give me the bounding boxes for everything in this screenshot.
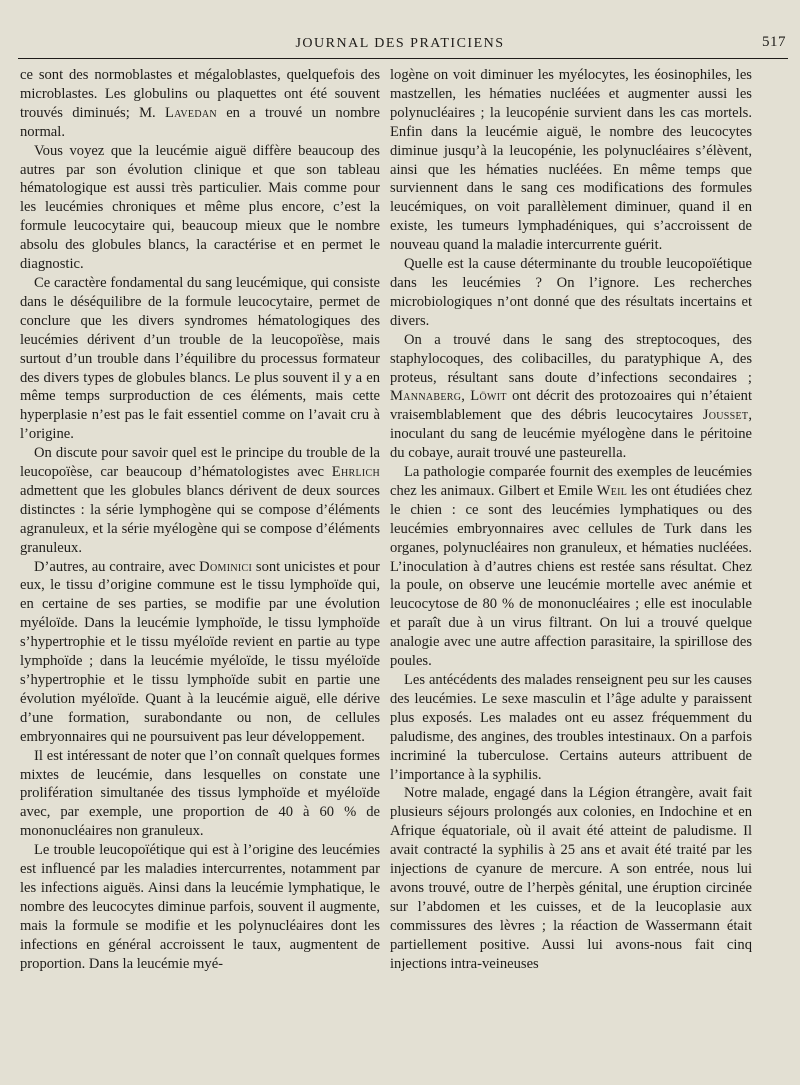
paragraph: ce sont des normoblastes et mégaloblastes, quelquefois des microblastes. Les globulins ou plaquettes ont été souvent trouvés diminués; M. Lavedan en a trouvé un nombre normal. <box>20 67 380 140</box>
paragraph: Vous voyez que la leucémie aiguë diffère beaucoup des autres par son évolution clinique et que son tableau hématologique est aussi très particulier. Mais comme pour les leucémies chroniques et même plus encore, c’est la formule leucocytaire qui, beaucoup mieux que le nombre absolu des globules blancs, la caractérise et en permet le diagnostic. <box>20 142 380 273</box>
author-name: Weil <box>596 482 628 499</box>
paragraph: Le trouble leucopoïétique qui est à l’origine des leucémies est influencé par les maladies intercurrentes, notamment par les infections aiguës. Ainsi dans la leucémie lymphatique, le nombre des leucocytes diminue parfois, souvent il augmente, mais la formule se modifie et les polynucléaires dont les infections en général accroissent le taux, augmentent de proportion. Dans la leucémie myé- <box>20 842 380 972</box>
journal-title: JOURNAL DES PRATICIENS <box>295 36 505 51</box>
paragraph: On a trouvé dans le sang des streptocoques, des staphylocoques, des colibacilles, du paratyphique A, des proteus, résultant sans doute d’infections secondaires ; Mannaberg, Löwit ont décrit des protozoaires qui n’étaient vraisemblablement que des débris leucocytaires Jousset, inoculant du sang de leucémie myélogène dans le péritoine du cobaye, aurait trouvé une pasteurella. <box>390 331 752 462</box>
author-name: Dominici <box>199 558 253 575</box>
paragraph: Ce caractère fondamental du sang leucémique, qui consiste dans le déséquilibre de la formule leucocytaire, permet de conclure que les divers syndromes hématologiques des leucémies dérivent d’un trouble de la leucopoïèse, mais surtout d’un trouble dans l’équilibre du processus formateur des divers types de globules blancs. Le plus souvent il y a en même temps surproduction de ces éléments, mais cette hyperplasie n’est pas le fait essentiel comme on l’avait cru à l’origine. <box>20 274 380 443</box>
left-column <box>20 66 380 974</box>
paragraph: logène on voit diminuer les myélocytes, les éosinophiles, les mastzellen, les hématies nucléées et augmenter aussi les polynucléaires ; la leucopénie survient dans les cas mortels. Enfin dans la leucémie aiguë, le nombre des leucocytes diminue jusqu’à la leucopénie, les polynucléaires s’élèvent, ainsi que les hématies nucléées. En même temps que surviennent dans le sang ces modifications des formules leucémiques, on voit parallèlement diminuer, quand il en existe, les tumeurs lymphadéniques, qui s’accroissent de nouveau quand la maladie intercurrente guérit. <box>390 67 752 254</box>
author-name: Lavedan <box>164 104 217 121</box>
author-name: Mannaberg <box>390 388 462 405</box>
page-number: 517 <box>762 34 786 50</box>
paragraph: Quelle est la cause déterminante du trouble leucopoïétique dans les leucémies ? On l’ignore. Les recherches microbiologiques n’ont donné que des résultats incertains et divers. <box>390 256 752 329</box>
header-rule <box>18 58 788 59</box>
paragraph: Les antécédents des malades renseignent peu sur les causes des leucémies. Le sexe masculin et l’âge adulte y paraissent plus exposés. Les malades ont eu assez fréquemment du paludisme, des angines, des troubles intestinaux. On a parfois incriminé la tuberculose. Certains auteurs attribuent de l’importance à la syphilis. <box>390 672 752 783</box>
author-name: Jousset <box>702 407 749 424</box>
paragraph: D’autres, au contraire, avec Dominici sont unicistes et pour eux, le tissu d’origine commune est le tissu lymphoïde qui, en certaine de ses parties, se modifie par une évolution myéloïde. Dans la leucémie lymphoïde, le tissu lymphoïde s’hypertrophie et le tissu myéloïde revient en partie au type lymphoïde ; dans la leucémie myéloïde, le tissu myéloïde s’hypertrophie et le tissu lymphoïde subit en partie une évolution myéloïde. Quant à la leucémie aiguë, elle dérive d’une formation, surabondante ou non, de cellules embryonnaires qui ne poursuivent pas leur développement. <box>20 558 380 745</box>
running-header <box>0 32 800 56</box>
paragraph: Il est intéressant de noter que l’on connaît quelques formes mixtes de leucémie, dans lesquelles on constate une prolifération simultanée des tissus lymphoïde et myéloïde avec, par exemple, une proportion de 40 à 60 % de mononucléaires non granuleux. <box>20 747 380 840</box>
paragraph: On discute pour savoir quel est le principe du trouble de la leucopoïèse, car beaucoup d’hématologistes avec Ehrlich admettent que les globules blancs dérivent de deux sources distinctes : la série lymphogène qui se compose d’éléments agranuleux, et la série myélogène qui se compose d’éléments granuleux. <box>20 445 380 556</box>
author-name: Ehrlich <box>331 464 380 481</box>
paragraph: Notre malade, engagé dans la Légion étrangère, avait fait plusieurs séjours prolongés aux colonies, en Indochine et en Afrique équatoriale, où il avait été atteint de paludisme. Il avait contracté la syphilis à 25 ans et avait été traité par les injections de cyanure de mercure. A son entrée, nous lui avons trouvé, outre de l’herpès génital, une éruption circinée sur l’abdomen et les cuisses, et de la leucoplasie aux commissures des lèvres ; la réaction de Wassermann était partiellement positive. Aussi lui avons-nous fait cinq injections intra-veineuses <box>390 785 752 972</box>
author-name: Löwit <box>470 388 507 405</box>
right-column <box>390 66 752 974</box>
paragraph: La pathologie comparée fournit des exemples de leucémies chez les animaux. Gilbert et Emile Weil les ont étudiées chez le chien : ce sont des leucémies lymphatiques ou des leucémies embryonnaires avec cellules de Turk dans les organes, polynucléaires non granuleux, et hématies nucléées. L’inoculation à d’autres chiens est restée sans résultat. Chez la poule, on observe une leucémie mortelle avec anémie et leucocytose de 80 % de mononucléaires ; elle est inoculable et paraît due à un virus filtrant. On lui a trouvé quelque analogie avec une autre affection parasitaire, la spirillose des poules. <box>390 464 753 670</box>
